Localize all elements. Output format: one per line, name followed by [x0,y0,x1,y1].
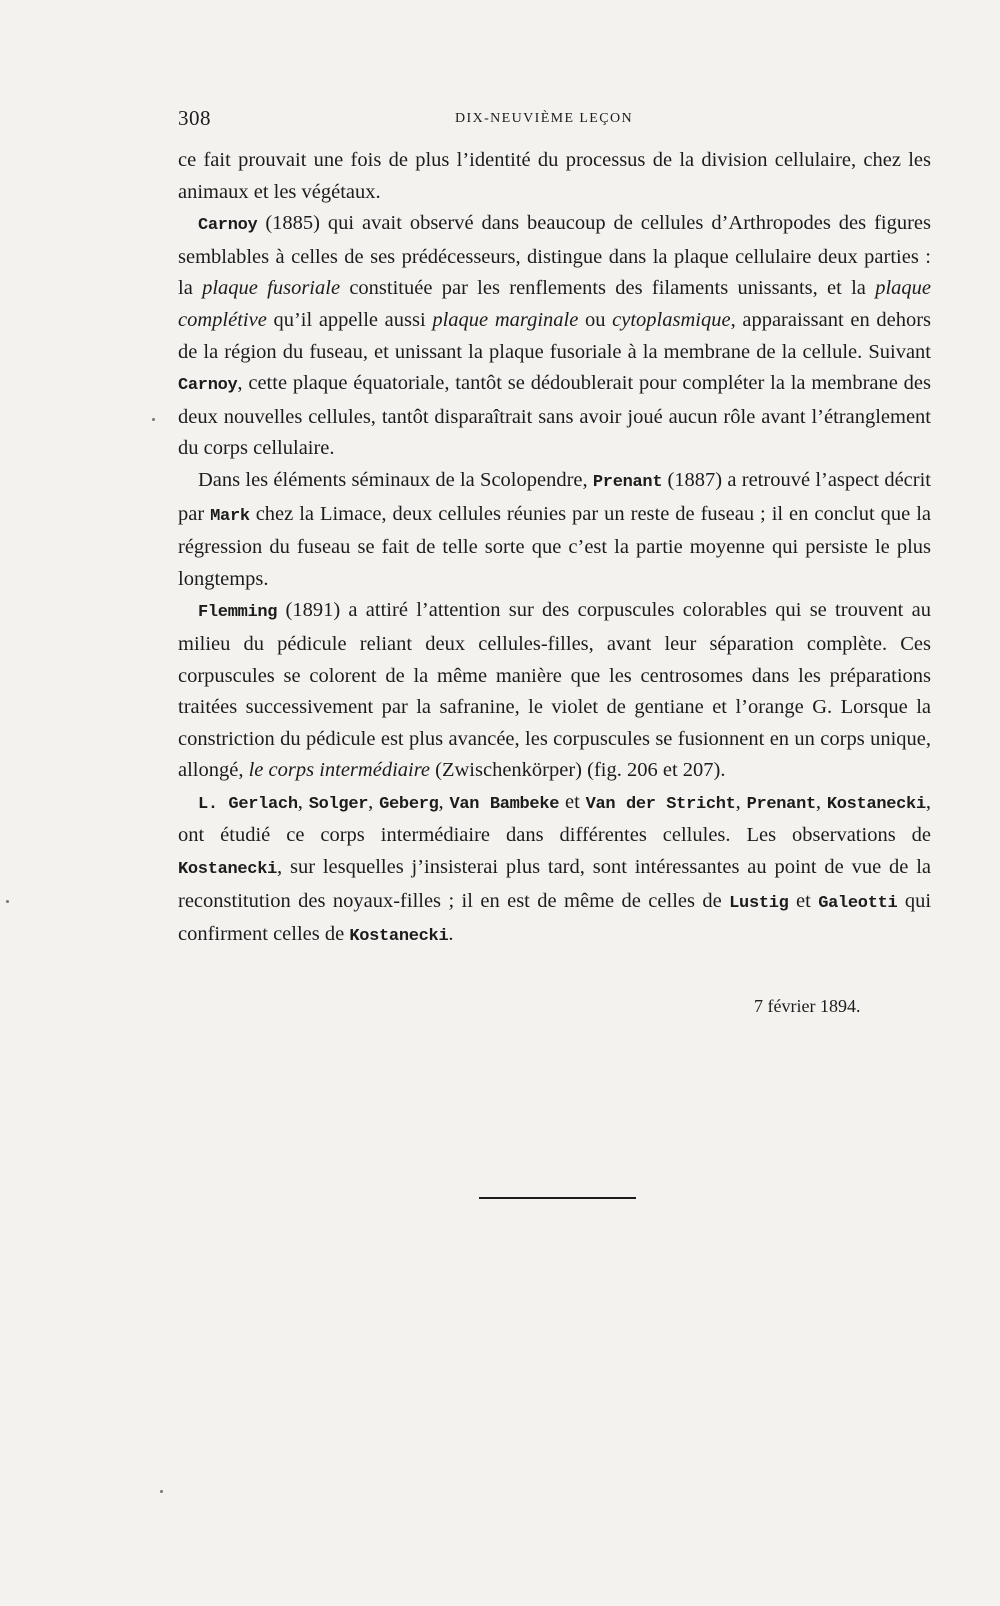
page-number: 308 [178,106,211,130]
text-run: , apparaissant en dehors de la région du fuseau, et unissant la plaque fusoriale à la membrane de la cellule. Suivant [178,308,932,363]
text-run: , cette plaque équatoriale, tantôt se dédoublerait pour compléter la la membrane des deux nouvelles cellules, tantôt disparaîtrait sans avoir joué aucun rôle avant l’étranglement du corps cellulaire. [178,372,931,460]
author-name: Kostanecki [349,927,449,947]
author-name: Carnoy [198,216,258,236]
paragraph [178,208,931,465]
text-run: , [438,790,450,813]
text-run: , [815,790,827,813]
author-name: Geberg [379,794,439,814]
author-name: Lustig [729,893,789,913]
body-text [178,145,931,953]
author-name: Van Bambeke [449,794,560,814]
scan-speck [6,900,9,903]
text-run: (1887) a retrouvé l’aspect décrit par [178,468,931,525]
text-run: qu’il appelle aussi [266,308,433,331]
italic-term: plaque fusoriale [202,277,341,300]
paragraph [178,145,931,208]
scan-speck [160,1490,163,1493]
author-name: Galeotti [818,893,898,913]
paragraph [178,465,931,595]
text-run: (1891) a attiré l’attention sur des corpuscules colorables qui se trouvent au milieu du pédicule reliant deux cellules-filles, avant leur séparation complète. Ces corpuscules se colorent de la même manière que les centrosomes dans les préparations traitées successivement par la safranine, le violet de gentiane et l’orange G. Lorsque la constriction du pédicule est plus avancée, les corpuscules se fusionnent en un corps unique, allongé, [178,599,931,782]
text-run: , sur lesquelles j’insisterai plus tard, sont intéressantes au point de vue de la reconstitution des noyaux-filles ; il en est de même de celles de [178,856,931,912]
text-run: , [735,790,747,813]
scan-speck [152,418,155,421]
italic-term: plaque marginale [432,308,579,331]
paragraph [178,595,931,787]
author-name: Kostanecki [178,860,278,880]
text-run: (Zwischenkörper) (fig. 206 et 207). [430,759,726,782]
text-run: , [297,790,309,813]
page-header [178,106,918,136]
italic-term: cytoplasmique [612,308,731,331]
text-run: et [788,889,819,912]
author-name: Van der Stricht [585,794,736,814]
text-run: Dans les éléments séminaux de la Scolopendre, [198,468,593,491]
italic-term: plaque complétive [178,277,931,331]
text-run: , [368,790,380,813]
author-name: Carnoy [178,376,238,396]
text-run: (1885) qui avait observé dans beaucoup de cellules d’Arthropodes des figures semblables à celles de ses prédécesseurs, distingue dans la plaque cellulaire deux parties : la [178,212,931,300]
author-name: L. Gerlach [198,794,298,814]
italic-term: le corps intermédiaire [248,759,431,782]
text-run: ou [578,308,613,331]
date-line: 7 février 1894. [754,996,861,1016]
text-run: ce fait prouvait une fois de plus l’identité du processus de la division cellulaire, chez les animaux et les végétaux. [178,149,931,203]
text-run: , ont étudié ce corps intermédiaire dans différentes cellules. Les observations de [178,790,931,847]
text-run: chez la Limace, deux cellules réunies par un reste de fuseau ; il en conclut que la régression du fuseau se fait de telle sorte que c’est la partie moyenne qui persiste le plus longtemps. [178,502,931,590]
author-name: Prenant [592,472,663,492]
paragraph [178,787,931,953]
end-rule [479,1197,636,1199]
text-run: . [448,923,454,946]
author-name: Prenant [746,794,816,814]
author-name: Flemming [198,603,278,623]
running-head: DIX-NEUVIÈME LEÇON [455,111,634,126]
text-run: et [559,790,586,813]
author-name: Solger [308,794,369,814]
text-run: constituée par les renflements des filaments unissants, et la [340,277,876,300]
author-name: Kostanecki [826,794,926,814]
author-name: Mark [210,506,250,526]
text-run: qui confirment celles de [178,889,932,946]
